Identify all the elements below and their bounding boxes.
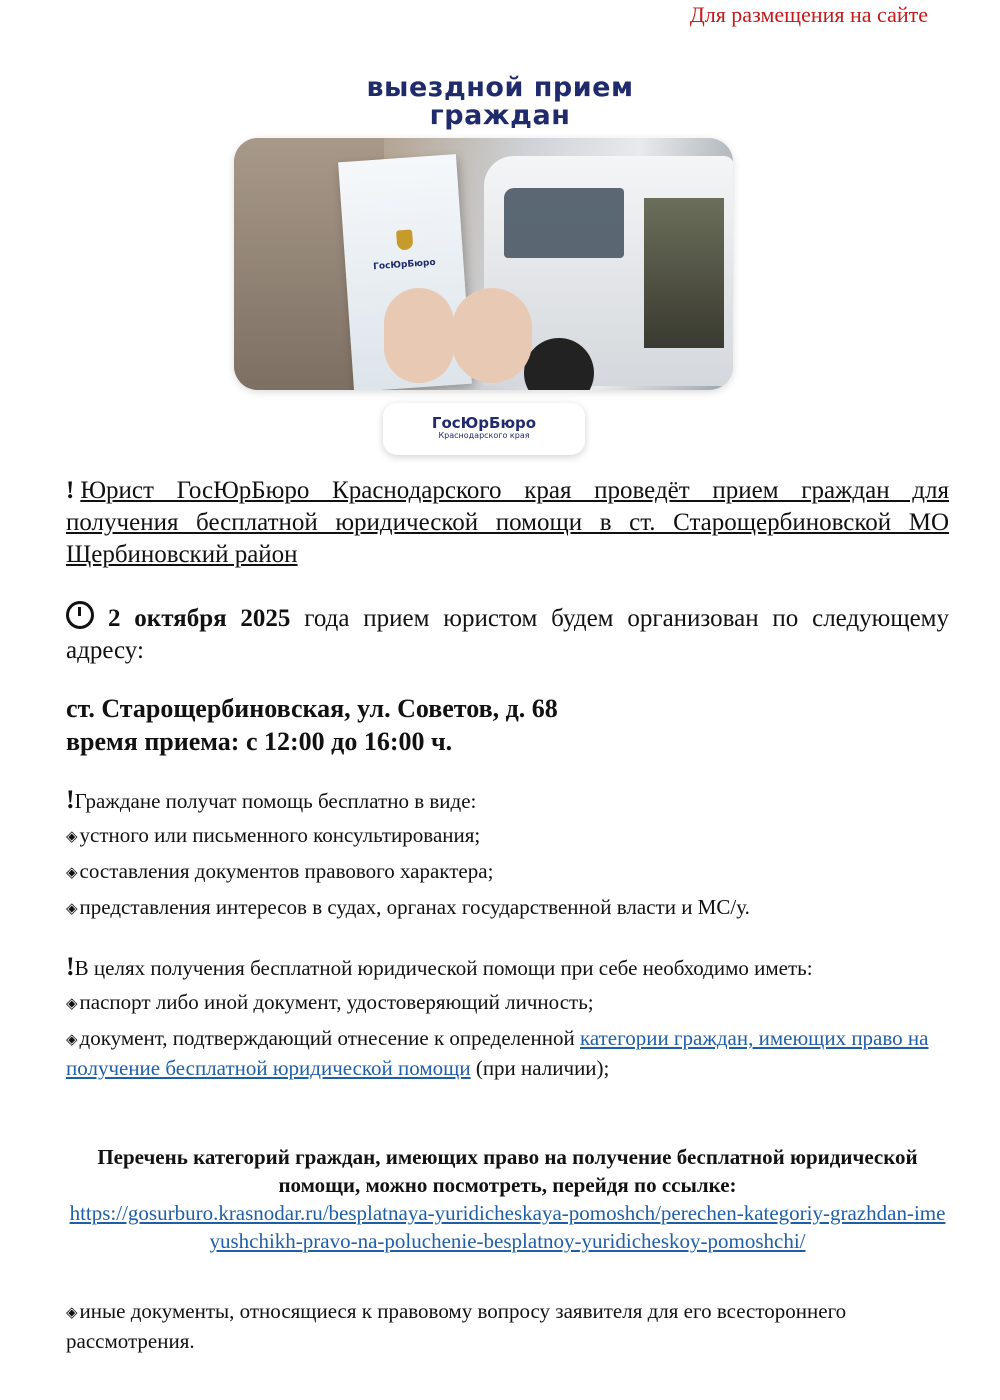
- help-intro: [66, 786, 949, 815]
- banner-title: [0, 74, 1000, 130]
- categories-note-text: Перечень категорий граждан, имеющих право на получение бесплатной юридической помощи, можно посмотреть, перейдя по ссылке:: [97, 1145, 918, 1197]
- list-item-text: иные документы, относящиеся к правовому вопросу заявителя для его всестороннего рассмотрения.: [66, 1299, 847, 1353]
- list-item-text: устного или письменного консультирования;: [79, 823, 481, 847]
- diamond-bullet-icon: ◈: [66, 829, 78, 845]
- list-item: [66, 821, 949, 851]
- clock-icon: [66, 601, 94, 629]
- list-item: [66, 988, 949, 1018]
- list-item-text: представления интересов в судах, органах государственной власти и МС/у.: [79, 895, 750, 919]
- banner-photo: [234, 138, 733, 390]
- exclamation-mark: !: [66, 952, 75, 981]
- diamond-bullet-icon: ◈: [66, 865, 78, 881]
- list-item: [66, 1024, 949, 1082]
- intro-paragraph: [66, 475, 949, 571]
- site-stamp: Для размещения на сайте: [689, 2, 928, 27]
- list-item-text: составления документов правового характера;: [79, 859, 494, 883]
- help-list: [66, 786, 949, 929]
- photo-van-door: [644, 198, 724, 348]
- intro-text: Юрист ГосЮрБюро Краснодарского края проведёт прием граждан для получения бесплатной юридической помощи в ст. Старощербиновской МО Щербиновский район: [66, 477, 949, 568]
- reception-time: время приема: с 12:00 до 16:00 ч.: [66, 727, 453, 756]
- badge-region-text: Краснодарского края: [438, 431, 530, 440]
- banner-title-line2: граждан: [429, 100, 571, 131]
- list-item: [66, 857, 949, 887]
- list-item: [66, 893, 949, 923]
- docs-intro-text: В целях получения бесплатной юридической помощи при себе необходимо иметь:: [74, 956, 813, 980]
- help-intro-text: Граждане получат помощь бесплатно в виде:: [74, 789, 477, 813]
- banner-title-line1: выездной прием: [366, 72, 634, 103]
- brochure-logo: ГосЮрБюро: [372, 257, 436, 273]
- diamond-bullet-icon: ◈: [66, 1305, 78, 1321]
- badge-logo-text: ГосЮрБюро: [431, 414, 537, 432]
- exclamation-mark: !: [66, 477, 75, 504]
- date-paragraph: [66, 601, 949, 667]
- list-item-suffix: (при наличии);: [470, 1056, 610, 1080]
- docs-intro: [66, 953, 949, 982]
- emblem-icon: [396, 229, 413, 250]
- list-item-text: документ, подтверждающий отнесение к определенной: [79, 1026, 580, 1050]
- event-date: 2 октября 2025: [108, 605, 291, 632]
- diamond-bullet-icon: ◈: [66, 996, 78, 1012]
- exclamation-mark: !: [66, 785, 75, 814]
- diamond-bullet-icon: ◈: [66, 1032, 78, 1048]
- categories-note: [66, 1143, 949, 1255]
- documents-list: [66, 953, 949, 1088]
- date-paragraph-text: года прием юристом будем организован по следующему адресу:: [66, 605, 950, 664]
- gosyurburo-logo-badge: [383, 403, 585, 455]
- address-block: [66, 692, 949, 758]
- photo-van-window: [504, 188, 624, 258]
- photo-hand-left: [384, 288, 454, 383]
- list-item-text: паспорт либо иной документ, удостоверяющий личность;: [79, 990, 594, 1014]
- categories-link[interactable]: категории граждан, имеющих право на получение бесплатной юридической помощи: [66, 1026, 929, 1080]
- photo-hand-right: [452, 288, 532, 383]
- diamond-bullet-icon: ◈: [66, 901, 78, 917]
- categories-url-link[interactable]: https://gosurburo.krasnodar.ru/besplatnaya-yuridicheskaya-pomoshch/perechen-kategoriy-grazhdan-imeyushchikh-pravo-na-poluchenie-besplatnoy-yuridicheskoy-pomoshchi/: [69, 1201, 946, 1253]
- list-item: [66, 1297, 949, 1355]
- address-line: ст. Старощербиновская, ул. Советов, д. 68: [66, 694, 558, 723]
